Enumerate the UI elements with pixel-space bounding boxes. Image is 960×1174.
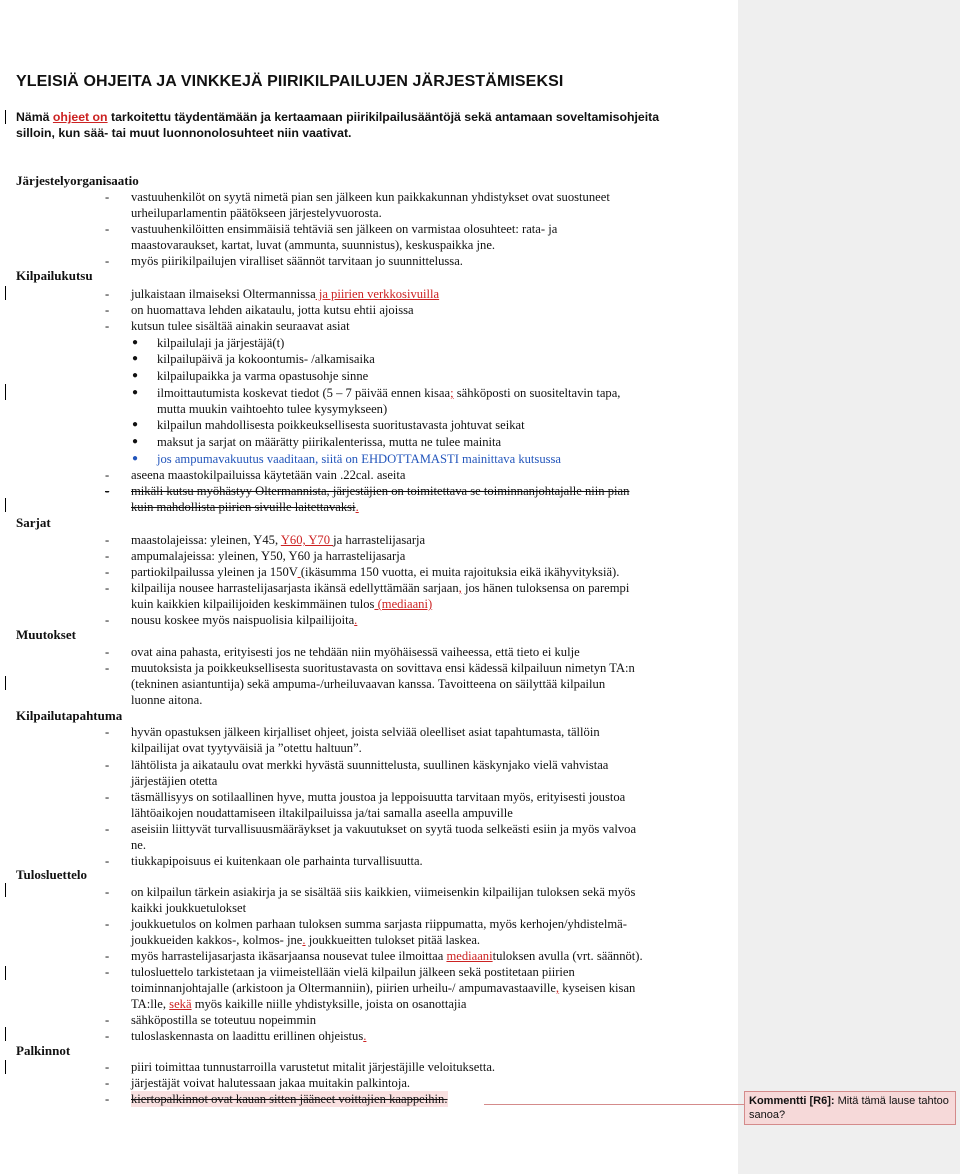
dash: - bbox=[105, 1013, 110, 1027]
change-bar bbox=[5, 1060, 6, 1074]
dash: - bbox=[105, 222, 110, 236]
invite-bullet: kilpailupaikka ja varma opastusohje sinne bbox=[157, 369, 369, 383]
event-line: järjestäjien otetta bbox=[131, 774, 218, 788]
dash: - bbox=[105, 949, 110, 963]
bullet-icon: ● bbox=[132, 453, 139, 464]
invite-line: aseena maastokilpailuissa käytetään vain .22cal. aseita bbox=[131, 468, 406, 482]
section-heading-prizes: Palkinnot bbox=[16, 1043, 71, 1058]
text: (ikäsumma 150 vuotta, ei muita rajoituksia eikä ikähyvityksiä). bbox=[300, 565, 620, 579]
bullet-icon: ● bbox=[132, 370, 139, 381]
change-bar bbox=[5, 883, 6, 897]
classes-line bbox=[131, 564, 619, 580]
tracked-deletion: kuin mahdollista piirien sivuille laitettavaksi bbox=[131, 500, 356, 514]
tracked-insertion: . bbox=[354, 613, 358, 627]
dash: - bbox=[105, 565, 110, 579]
dash: - bbox=[105, 613, 110, 627]
tracked-insertion: (mediaani) bbox=[374, 597, 433, 611]
changes-line: luonne aitona. bbox=[131, 693, 203, 707]
invite-bullet: kilpailupäivä ja kokoontumis- /alkamisaika bbox=[157, 352, 375, 366]
change-bar bbox=[5, 286, 6, 300]
dash: - bbox=[105, 287, 110, 301]
text: TA:lle, bbox=[131, 997, 170, 1011]
dash: - bbox=[105, 885, 110, 899]
tracked-insertion: Y60, Y70 bbox=[280, 533, 334, 547]
tracked-insertion: sekä bbox=[169, 997, 192, 1011]
classes-line bbox=[131, 580, 629, 596]
prizes-line-commented[interactable]: kiertopalkinnot ovat kauan sitten jääneet voittajien kaappeihin. bbox=[131, 1092, 448, 1106]
bullet-icon: ● bbox=[132, 337, 139, 348]
tracked-insertion: . bbox=[302, 933, 306, 947]
change-bar bbox=[5, 498, 6, 512]
dash: - bbox=[105, 965, 110, 979]
text: kyseisen kisan bbox=[559, 981, 636, 995]
section-heading-event: Kilpailutapahtuma bbox=[16, 708, 123, 723]
section-heading-results: Tulosluettelo bbox=[16, 867, 88, 882]
invite-line-deleted: mikäli kutsu myöhästyy Oltermannista, järjestäjien on toimitettava se toiminnanjohtajalle niin pian bbox=[131, 484, 630, 498]
dash: - bbox=[105, 190, 110, 204]
results-line bbox=[131, 948, 643, 964]
tracked-insertion: ja piirien verkkosivuilla bbox=[315, 287, 440, 301]
event-line: lähtöaikojen noudattamiseen iltakilpailuissa ja/tai samalla aseella ampuville bbox=[131, 806, 513, 820]
dash: - bbox=[105, 533, 110, 547]
change-bar bbox=[5, 1027, 6, 1041]
tracked-insertion: ohjeet on bbox=[52, 110, 108, 124]
tracked-insertion: . bbox=[355, 500, 359, 514]
text: toiminnanjohtajalle (arkistoon ja Oltermanniin), piirien urheilu-/ ampumavastaaville bbox=[131, 981, 556, 995]
org-line: vastuuhenkilöitten ensimmäisiä tehtäviä sen jälkeen on varmistaa olosuhteet: rata- ja bbox=[131, 222, 558, 236]
event-line: ne. bbox=[131, 838, 147, 852]
results-line: sähköpostilla se toteutuu nopeimmin bbox=[131, 1013, 317, 1027]
results-line bbox=[131, 996, 467, 1012]
comment-connector bbox=[484, 1104, 744, 1105]
intro-text: Nämä bbox=[16, 110, 53, 124]
invite-line bbox=[131, 499, 359, 515]
section-heading-invitation: Kilpailukutsu bbox=[16, 268, 93, 283]
comment-balloon[interactable] bbox=[744, 1091, 956, 1125]
text: tuloslaskennasta on laadittu erillinen ohjeistus bbox=[131, 1029, 364, 1043]
classes-line bbox=[131, 532, 425, 548]
results-line bbox=[131, 1028, 366, 1044]
dash: - bbox=[105, 484, 110, 498]
dash: - bbox=[105, 822, 110, 836]
bullet-icon: ● bbox=[132, 436, 139, 447]
tracked-insertion: mediaani bbox=[446, 949, 493, 963]
prizes-line: järjestäjät voivat halutessaan jakaa muitakin palkintoja. bbox=[131, 1076, 411, 1090]
event-line: lähtölista ja aikataulu ovat merkki hyvästä suunnittelusta, suullinen käskynjako vielä vahvistaa bbox=[131, 758, 609, 772]
event-line: aseisiin liittyvät turvallisuusmääräykset ja vakuutukset on syytä tuoda selkeästi esiin ja myös valvoa bbox=[131, 822, 637, 836]
text: maastolajeissa: yleinen, Y45, bbox=[131, 533, 281, 547]
dash: - bbox=[105, 758, 110, 772]
invite-bullet: kilpailulaji ja järjestäjä(t) bbox=[157, 336, 285, 350]
dash: - bbox=[105, 661, 110, 675]
changes-line: muutoksista ja poikkeuksellisesta suoritustavasta on sovittava ensi kädessä kilpailuun nimetyn TA:n bbox=[131, 661, 635, 675]
intro-text: tarkoitettu täydentämään ja kertaamaan piirikilpailusääntöjä sekä antamaan soveltamisohjeita bbox=[107, 110, 660, 124]
text: ja harrastelijasarja bbox=[333, 533, 426, 547]
invite-bullet: maksut ja sarjat on määrätty piirikalenterissa, mutta ne tulee mainita bbox=[157, 435, 502, 449]
dash: - bbox=[105, 468, 110, 482]
org-line: myös piirikilpailujen viralliset säännöt tarvitaan jo suunnittelussa. bbox=[131, 254, 463, 268]
invite-bullet-cont: mutta muukin vaihtoehto tulee kysymykseen) bbox=[157, 402, 388, 416]
invite-line: on huomattava lehden aikataulu, jotta kutsu ehtii ajoissa bbox=[131, 303, 414, 317]
text: partiokilpailussa yleinen ja 150V bbox=[131, 565, 298, 579]
dash: - bbox=[105, 319, 110, 333]
dash: - bbox=[105, 303, 110, 317]
comment-label: Kommentti [R6]: bbox=[749, 1095, 835, 1107]
results-line bbox=[131, 980, 635, 996]
section-heading-organisation: Järjestelyorganisaatio bbox=[16, 173, 139, 188]
invite-line: kutsun tulee sisältää ainakin seuraavat asiat bbox=[131, 319, 350, 333]
org-line: vastuuhenkilöt on syytä nimetä pian sen jälkeen kun paikkakunnan yhdistykset ovat suostuneet bbox=[131, 190, 610, 204]
results-line: on kilpailun tärkein asiakirja ja se sisältää siis kaikkien, viimeisenkin kilpailijan tuloksen sekä myös bbox=[131, 885, 636, 899]
results-line: kaikki joukkuetulokset bbox=[131, 901, 247, 915]
prizes-line: piiri toimittaa tunnustarroilla varustetut mitalit järjestäjille veloituksetta. bbox=[131, 1060, 496, 1074]
event-line: kilpailijat ovat tyytyväisiä ja ”otettu haltuun”. bbox=[131, 741, 362, 755]
change-bar bbox=[5, 676, 6, 690]
org-line: maastovaraukset, kartat, luvat (ammunta, suunnistus), keskuspaikka jne. bbox=[131, 238, 496, 252]
text: julkaistaan ilmaiseksi Oltermannissa bbox=[131, 287, 316, 301]
dash: - bbox=[105, 1029, 110, 1043]
bullet-icon: ● bbox=[132, 419, 139, 430]
text: myös harrastelijasarjasta ikäsarjaansa nousevat tulee ilmoittaa bbox=[131, 949, 447, 963]
org-line: urheiluparlamentin päätökseen järjestelyvuorosta. bbox=[131, 206, 382, 220]
text: nousu koskee myös naispuolisia kilpailijoita bbox=[131, 613, 355, 627]
text: sähköposti on suositeltavin tapa, bbox=[453, 386, 621, 400]
classes-line bbox=[131, 596, 432, 612]
dash: - bbox=[105, 725, 110, 739]
results-line: tulosluettelo tarkistetaan ja viimeistellään vielä kilpailun jälkeen sekä postitetaan piirien bbox=[131, 965, 575, 979]
invite-line bbox=[131, 286, 439, 302]
event-line: täsmällisyys on sotilaallinen hyve, mutta joustoa ja leppoisuutta tarvitaan myös, erityisesti joustoa bbox=[131, 790, 626, 804]
text: joukkueiden kakkos-, kolmos- jne bbox=[131, 933, 303, 947]
changes-line: ovat aina pahasta, erityisesti jos ne tehdään niin myöhäisessä vaiheessa, että tieto ei kulje bbox=[131, 645, 580, 659]
change-bar bbox=[5, 966, 6, 980]
dash: - bbox=[105, 645, 110, 659]
tracked-insertion: , bbox=[458, 581, 462, 595]
tracked-insertion: , bbox=[555, 981, 560, 995]
document-title: YLEISIÄ OHJEITA JA VINKKEJÄ PIIRIKILPAILUJEN JÄRJESTÄMISEKSI bbox=[16, 73, 564, 90]
text: kilpailija nousee harrastelijasarjasta ikänsä edellyttämään sarjaan bbox=[131, 581, 459, 595]
change-bar bbox=[5, 384, 6, 400]
dash: - bbox=[105, 254, 110, 268]
dash: - bbox=[105, 917, 110, 931]
section-heading-changes: Muutokset bbox=[16, 627, 76, 642]
classes-line: ampumalajeissa: yleinen, Y50, Y60 ja harrastelijasarja bbox=[131, 549, 406, 563]
text: jos hänen tuloksensa on parempi bbox=[461, 581, 630, 595]
dash: - bbox=[105, 1060, 110, 1074]
text: joukkueitten tulokset pitää laskea. bbox=[305, 933, 481, 947]
change-bar bbox=[5, 110, 6, 124]
dash: - bbox=[105, 581, 110, 595]
text: ilmoittautumista koskevat tiedot (5 – 7 päivää ennen kisaa bbox=[157, 386, 451, 400]
invite-bullet bbox=[157, 385, 620, 401]
dash: - bbox=[105, 1076, 110, 1090]
section-heading-classes: Sarjat bbox=[16, 515, 51, 530]
results-line bbox=[131, 932, 480, 948]
results-line: joukkuetulos on kolmen parhaan tuloksen summa sarjasta riippumatta, myös kerhojen/yhdistelmä- bbox=[131, 917, 627, 931]
bullet-icon: ● bbox=[132, 353, 139, 364]
changes-line: (tekninen asiantuntija) sekä ampuma-/urheiluvaavan kanssa. Tavoitteena on säilyttää kilpailun bbox=[131, 677, 606, 691]
intro-paragraph bbox=[16, 109, 716, 141]
tracked-insertion: . bbox=[363, 1029, 367, 1043]
bullet-icon: ● bbox=[132, 387, 139, 398]
dash: - bbox=[105, 1092, 110, 1106]
text: myös kaikille niille yhdistyksille, joista on osanottajia bbox=[191, 997, 467, 1011]
event-line: tiukkapipoisuus ei kuitenkaan ole parhainta turvallisuutta. bbox=[131, 854, 423, 868]
dash: - bbox=[105, 854, 110, 868]
classes-line bbox=[131, 612, 357, 628]
invite-bullet: kilpailun mahdollisesta poikkeuksellisesta suoritustavasta johtuvat seikat bbox=[157, 418, 525, 432]
dash: - bbox=[105, 549, 110, 563]
intro-text: silloin, kun sää- tai muut luonnonolosuhteet niin vaativat. bbox=[16, 126, 352, 140]
text: kuin kaikkien kilpailijoiden keskimmäinen tulos bbox=[131, 597, 375, 611]
text: tuloksen avulla (vrt. säännöt). bbox=[492, 949, 643, 963]
comment-text: Mitä tämä lause tahtoo sanoa? bbox=[749, 1095, 949, 1121]
tracked-insertion: ; bbox=[450, 386, 454, 400]
invite-bullet: jos ampumavakuutus vaaditaan, siitä on EHDOTTAMASTI mainittava kutsussa bbox=[157, 452, 562, 466]
event-line: hyvän opastuksen jälkeen kirjalliset ohjeet, joista selviää oleelliset asiat tapahtumasta, tällöin bbox=[131, 725, 600, 739]
comment-margin-pane bbox=[738, 0, 960, 1174]
dash: - bbox=[105, 790, 110, 804]
